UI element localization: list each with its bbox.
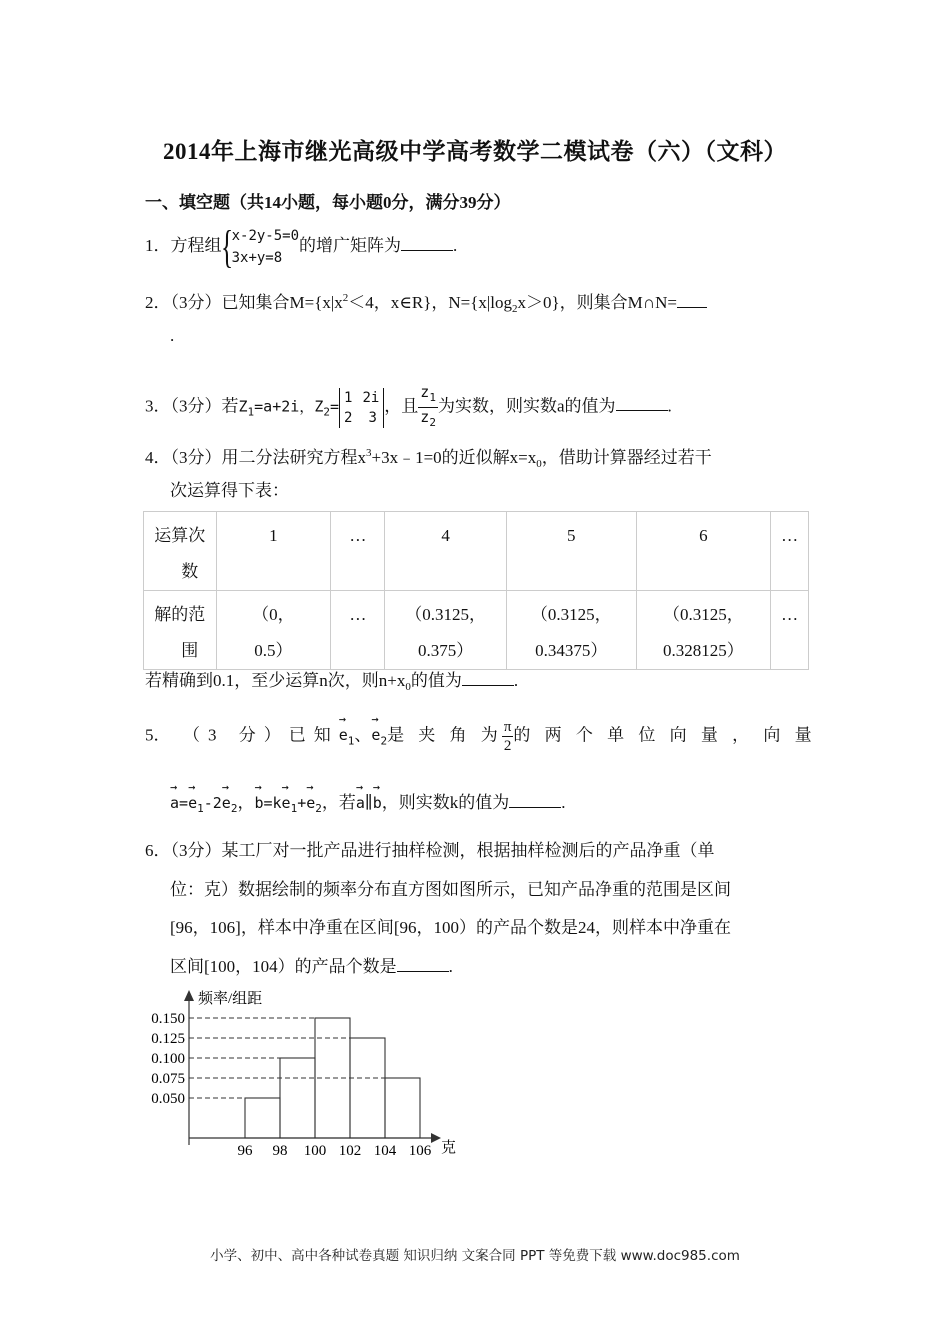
x-tick-label: 102 [338, 1143, 362, 1159]
q5-text: 是 夹 角 为 [387, 725, 502, 745]
page-title: 2014年上海市继光高级中学高考数学二模试卷（六）（文科） [163, 139, 787, 164]
table-cell: 1 [216, 512, 331, 591]
z2-symbol: Z [314, 397, 324, 416]
z1-symbol: Z [238, 397, 248, 416]
table-cell: … [331, 512, 385, 591]
parallel-icon: ∥ [364, 793, 373, 812]
frequency-histogram [140, 985, 470, 1160]
vector-e2: → e [371, 725, 380, 745]
pi-over-2 [502, 718, 514, 755]
vector-e2: → e [306, 793, 315, 813]
subscript: 2 [323, 405, 330, 419]
question-4 [145, 443, 712, 474]
x-axis-arrow-icon [431, 1133, 441, 1143]
cell-line: （0， [252, 605, 295, 624]
x-axis-label: 克 [441, 1140, 457, 1156]
q3-text: 为实数，则实数a的值为 [437, 396, 616, 416]
table-cell [385, 591, 506, 670]
question-2 [145, 288, 707, 319]
z1-value: =a+2i， [254, 397, 315, 416]
fraction [418, 383, 438, 432]
table-cell: 6 [636, 512, 771, 591]
y-tick-label: 0.100 [151, 1051, 185, 1067]
cell-line: （0.3125， [530, 605, 612, 624]
left-brace-icon: { [220, 221, 233, 272]
cell-line: 0.34375） [535, 641, 608, 660]
y-axis-arrow-icon [184, 990, 194, 1001]
footer: 小学、初中、高中各种试卷真题 知识归纳 文案合同 PPT 等免费下载 www.doc985.com [210, 1248, 740, 1264]
equals-k: =k [263, 794, 282, 812]
q4-line2: 次运算得下表： [170, 481, 289, 500]
subscript: 1 [247, 405, 255, 419]
superscript: 2 [342, 292, 349, 304]
x-tick-label: 100 [303, 1143, 327, 1159]
subscript: 1 [429, 391, 436, 404]
det-cell: 1 [344, 389, 353, 406]
q6-line2: 位：克）数据绘制的频率分布直方图如图所示，已知产品净重的范围是区间 [170, 880, 731, 899]
period: . [667, 396, 672, 416]
table-cell [216, 591, 331, 670]
x-tick-label: 96 [237, 1143, 253, 1159]
comma: ， [237, 793, 255, 812]
vector-e1: → e [188, 793, 197, 813]
q2-period: . [170, 326, 175, 345]
det-cell: 2 [344, 409, 353, 426]
x-tick-label: 98 [272, 1143, 288, 1159]
equals: = [179, 794, 189, 812]
frac-num: z [420, 383, 430, 401]
question-3 [145, 383, 672, 432]
q3-text: ，且 [384, 396, 419, 416]
cell-line: 解的范 [154, 605, 206, 624]
q4-number: 4． [145, 448, 171, 467]
minus-two: -2 [203, 794, 222, 812]
table-cell [331, 591, 385, 670]
frac-den: z [420, 408, 430, 426]
cell-line: 数 [181, 562, 199, 581]
subscript: 2 [429, 416, 436, 429]
frac-num: π [503, 719, 512, 735]
cell-line: （0.3125， [405, 605, 487, 624]
q6-text: （3分）某工厂对一批产品进行抽样检测，根据抽样检测后的产品净重（单 [170, 841, 715, 860]
period: . [513, 671, 519, 690]
cell-line: … [349, 605, 367, 624]
table-cell: … [771, 512, 809, 591]
histogram-bar [385, 1078, 420, 1138]
answer-blank[interactable] [616, 395, 668, 411]
determinant [339, 388, 384, 428]
bisection-table [143, 511, 809, 670]
vector-b: → b [254, 793, 263, 813]
table-header-cell [144, 512, 217, 591]
question-1 [145, 221, 458, 272]
period: . [561, 793, 566, 812]
table-cell: 5 [506, 512, 636, 591]
answer-blank[interactable] [677, 292, 707, 308]
table-row [144, 591, 809, 670]
table-cell [636, 591, 771, 670]
question-5 [145, 718, 816, 755]
q5-text: ，则实数k的值为 [381, 793, 510, 812]
vector-e1: → e [339, 725, 348, 745]
q1-suffix: 的增广矩阵为 [299, 235, 402, 255]
y-tick-label: 0.050 [151, 1091, 185, 1107]
cell-line: … [781, 605, 799, 624]
answer-blank[interactable] [462, 670, 514, 686]
det-cell: 2i [362, 389, 380, 406]
question-6 [145, 841, 715, 861]
q1-prefix: 方程组 [170, 235, 222, 255]
subscript: 1 [347, 734, 355, 748]
subscript: 2 [315, 802, 322, 815]
frac-den: 2 [503, 738, 512, 754]
y-tick-label: 0.125 [151, 1031, 185, 1047]
equation-system [220, 221, 300, 272]
vector-e1: → e [282, 793, 291, 813]
vector-e2: → e [222, 793, 231, 813]
period: . [453, 235, 458, 255]
q6-text: 区间[100，104）的产品个数是 [170, 957, 397, 976]
q6-line4 [170, 956, 453, 977]
table-row [144, 512, 809, 591]
vector-b: → b [373, 793, 382, 813]
table-cell: 4 [385, 512, 506, 591]
q4-text: +3x﹣1=0的近似解x=x [371, 448, 537, 467]
det-cell: 3 [368, 409, 377, 426]
q6-line3: [96，106]，样本中净重在区间[96，100）的产品个数是24，则样本中净重在 [170, 918, 731, 937]
vector-a: → a [356, 793, 365, 813]
y-tick-label: 0.150 [151, 1011, 185, 1027]
table-cell [771, 591, 809, 670]
q5-line2 [170, 792, 566, 819]
cell-line: 0.328125） [663, 641, 744, 660]
y-axis-label: 频率/组距 [198, 991, 263, 1007]
q4-text: （3分）用二分法研究方程x [170, 448, 366, 467]
superscript: 3 [366, 447, 372, 459]
q3-text: （3分）若 [170, 396, 239, 416]
table-header-cell [144, 591, 217, 670]
q4-text: ，借助计算器经过若干 [541, 448, 712, 467]
equation-1: x-2y-5=0 [231, 228, 300, 244]
cell-line: 运算次 [154, 526, 206, 545]
subscript: 2 [380, 734, 388, 748]
q4-followup [145, 670, 518, 697]
vector-a: → a [170, 793, 179, 813]
subscript: 0 [536, 458, 542, 470]
cell-line: 0.375） [418, 641, 474, 660]
subscript: 1 [197, 802, 204, 815]
equals: = [329, 397, 339, 416]
q5-text: 的 两 个 单 位 向 量 ， 向 量 [513, 725, 816, 745]
subscript: 2 [512, 303, 518, 315]
q2-text: x＞0}，则集合M∩N= [517, 293, 677, 312]
cell-line: 围 [181, 641, 199, 660]
cell-line: 0.5） [254, 641, 293, 660]
q5-number: 5． [145, 725, 171, 745]
subscript: 1 [290, 802, 298, 815]
answer-blank[interactable] [509, 792, 561, 808]
q5-text: （3 分）已知 [183, 725, 339, 745]
answer-blank[interactable] [401, 235, 453, 251]
subscript: 0 [405, 681, 411, 693]
separator: 、 [354, 725, 372, 745]
y-tick-label: 0.075 [151, 1071, 185, 1087]
q2-number: 2． [145, 293, 171, 312]
cell-line: （0.3125， [663, 605, 744, 624]
q5-text: ，若 [321, 793, 356, 812]
answer-blank[interactable] [397, 956, 449, 972]
q4-text: 若精确到0.1，至少运算n次，则n+x [145, 671, 406, 690]
histogram-bar [245, 1098, 280, 1138]
table-cell [506, 591, 636, 670]
equation-2: 3x+y=8 [231, 250, 283, 266]
histogram-bar [350, 1038, 385, 1138]
x-tick-label: 104 [373, 1143, 397, 1159]
q2-text: （3分）已知集合M={x|x [170, 293, 343, 312]
subscript: 2 [230, 802, 238, 815]
plus: + [297, 794, 307, 812]
q2-text: ＜4，x∈R}，N={x|log [348, 293, 513, 312]
q1-number: 1． [145, 235, 171, 255]
section-title: 一、填空题（共14小题，每小题0分，满分39分） [145, 193, 511, 212]
q4-text: 的值为 [410, 671, 462, 690]
q6-number: 6． [145, 841, 171, 860]
q3-number: 3． [145, 396, 171, 416]
period: . [448, 957, 453, 976]
x-tick-label: 106 [408, 1143, 432, 1159]
histogram-bar [280, 1058, 315, 1138]
